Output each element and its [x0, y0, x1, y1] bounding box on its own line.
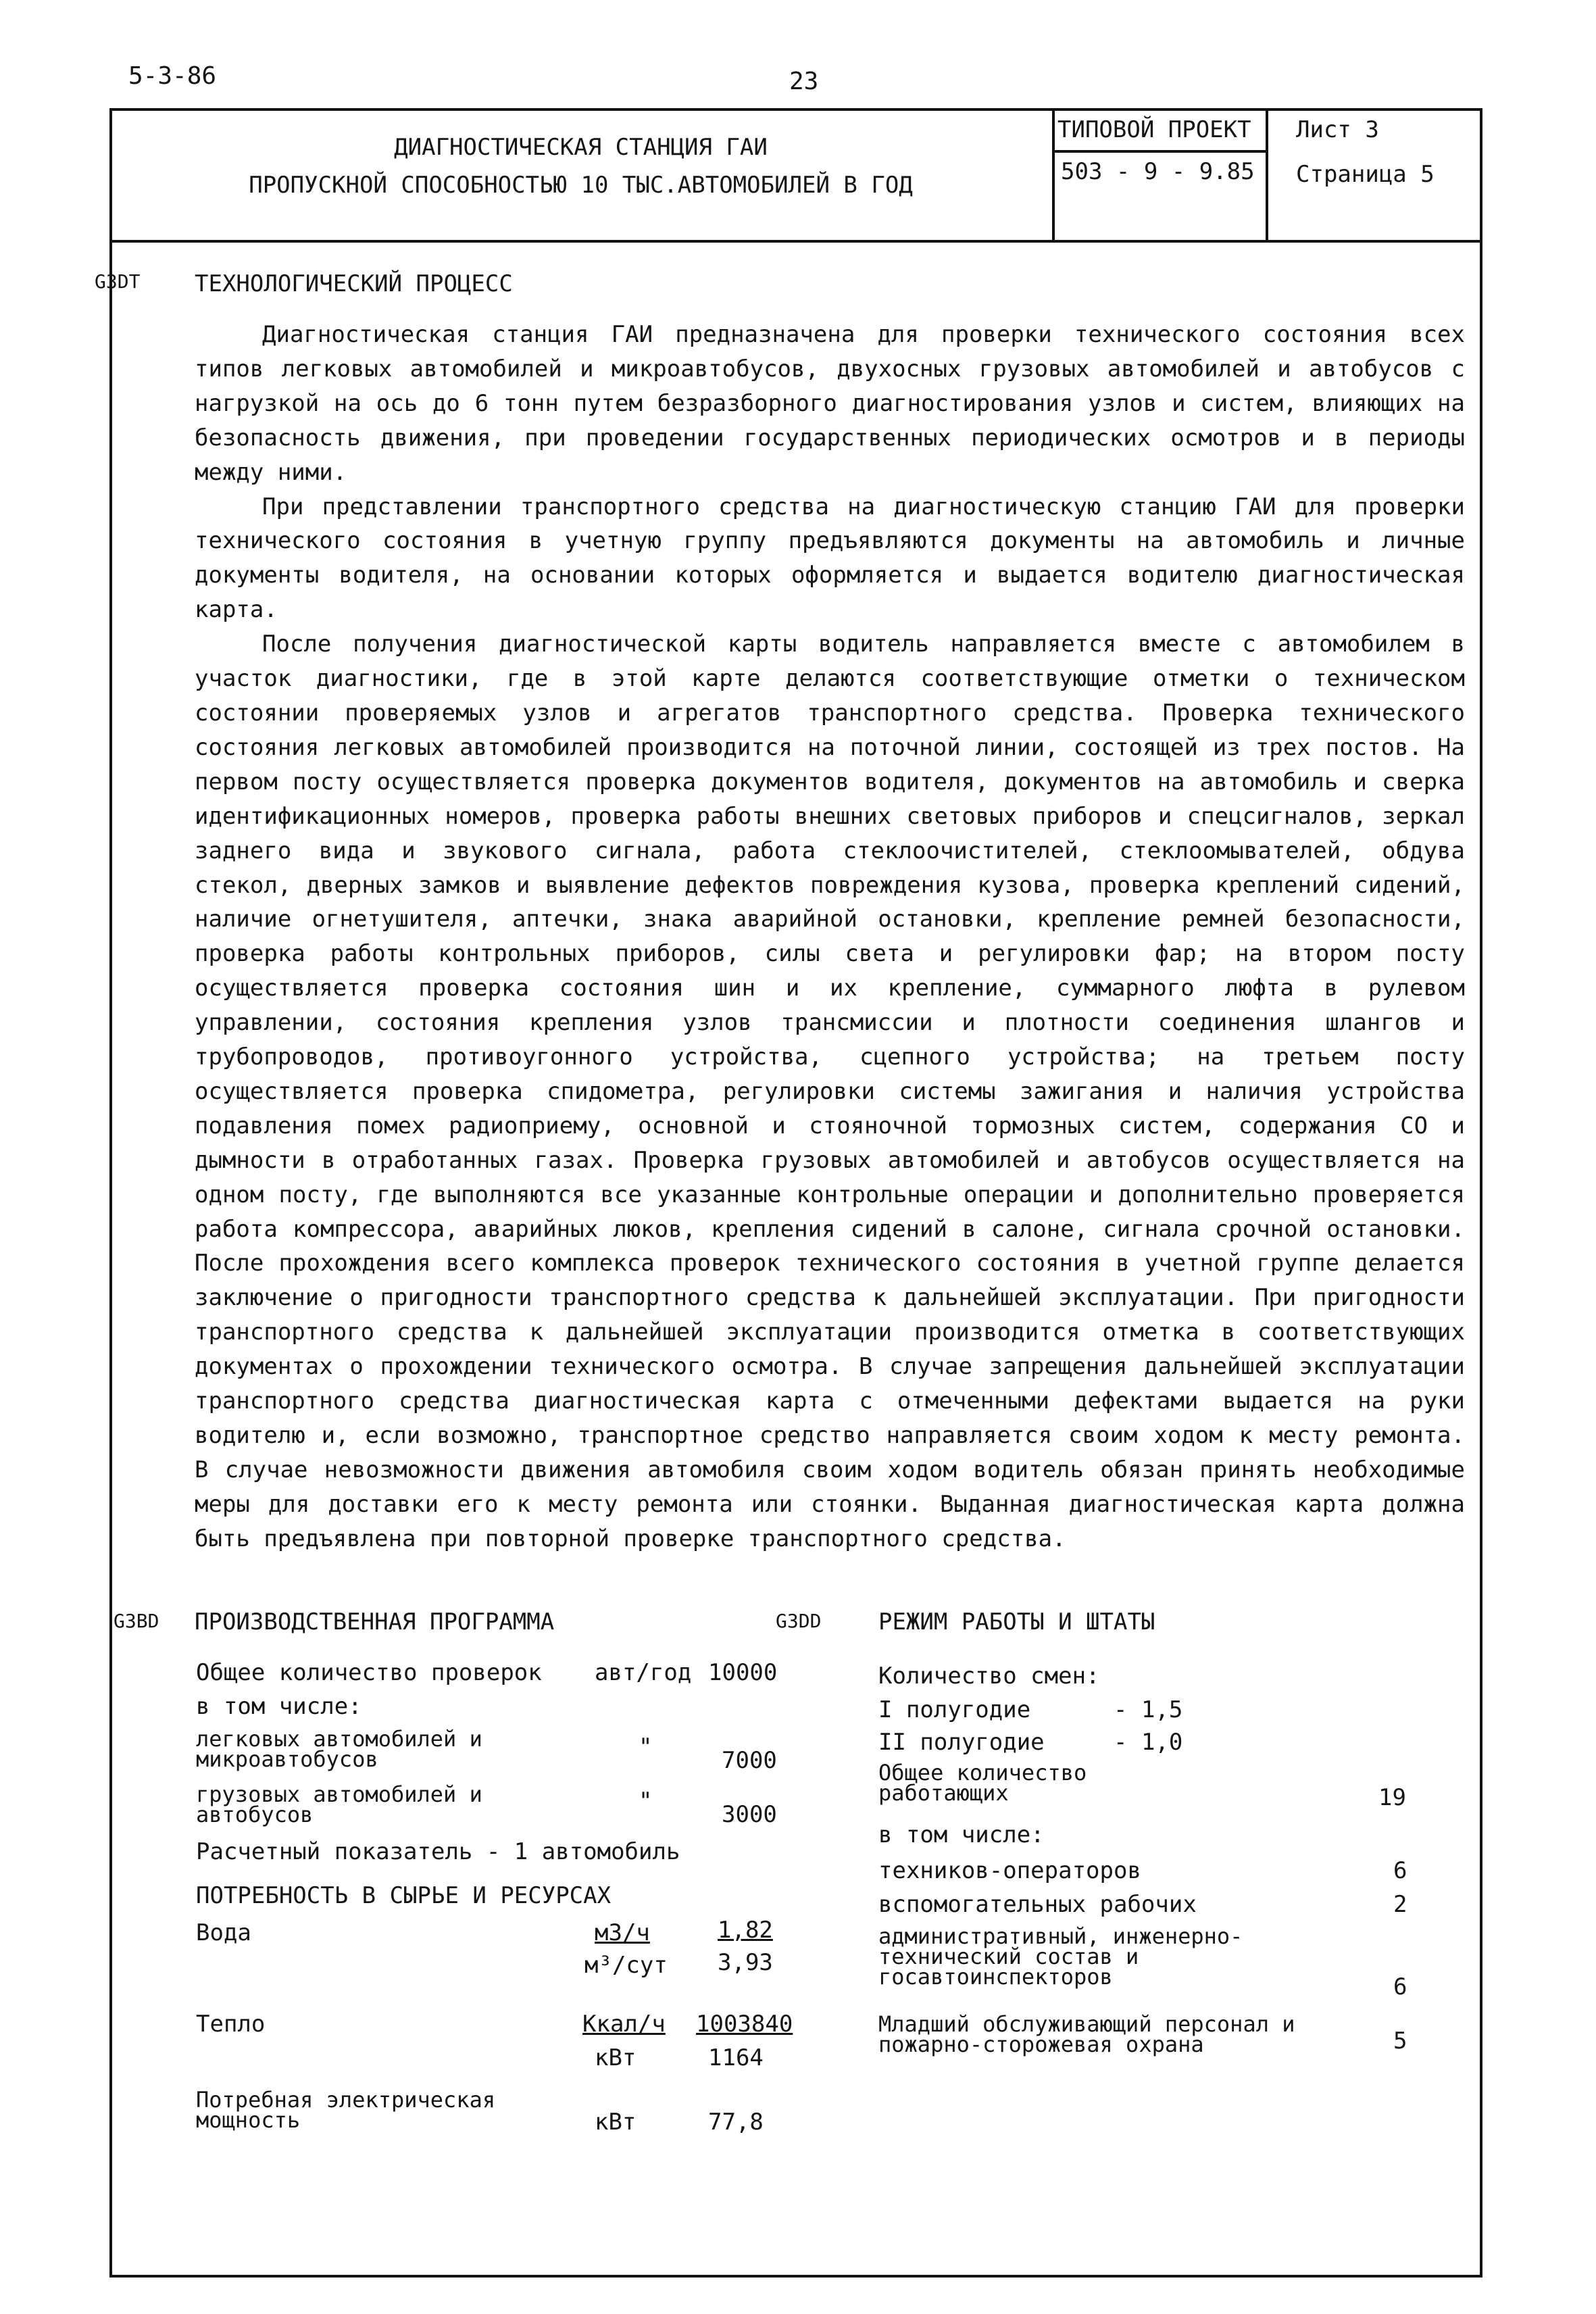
header-vline-1	[1052, 108, 1055, 242]
project-divider	[1052, 150, 1267, 153]
cars-value: 7000	[722, 1747, 777, 1774]
sheet-label: Лист 3	[1296, 116, 1379, 143]
shifts-label: Количество смен:	[878, 1663, 1100, 1690]
trucks-unit: "	[639, 1788, 653, 1815]
header-title-line1: ДИАГНОСТИЧЕСКАЯ СТАНЦИЯ ГАИ	[394, 134, 768, 161]
header-title-line2: ПРОПУСКНОЙ СПОСОБНОСТЬЮ 10 ТЫС.АВТОМОБИЛЕЙ В ГОД	[249, 172, 913, 199]
trucks-label: грузовых автомобилей и автобусов	[196, 1781, 482, 1827]
staff-row-4-label: Младший обслуживающий персонал и пожарно-сторожевая охрана	[878, 2011, 1295, 2057]
page-number: 23	[789, 68, 819, 95]
staff-row-2-value: 2	[1393, 1891, 1407, 1918]
half-year-2-label: II полугодие	[878, 1729, 1045, 1756]
program-incl: в том числе:	[196, 1693, 362, 1720]
staff-code: G3DD	[776, 1610, 822, 1632]
document-code: 5-3-86	[128, 62, 217, 90]
staff-row-3-label: административный, инженерно-технический состав и госавтоинспекторов	[878, 1923, 1243, 1990]
total-checks-value: 10000	[708, 1659, 778, 1686]
power-label: Потребная электрическая мощность	[196, 2087, 496, 2133]
calc-indicator: Расчетный показатель - 1 автомобиль	[196, 1838, 680, 1865]
paragraph-1: Диагностическая станция ГАИ предназначена для проверки технического состояния всех типов легковых автомобилей и микроавтобусов, двухосных грузовых автомобилей и автобусов с нагрузкой на ось до 6 тонн путем безразборного диагностирования узлов и систем, влияющих на безопасность движения, при проведении государственных периодических осмотров и в периоды между ними.	[195, 321, 1465, 486]
paragraph-3: После получения диагностической карты водитель направляется вместе с автомобилем в участок диагностики, где в этой карте делаются соответствующие отметки о техническом состоянии проверяемых узлов и агрегатов транспортного средства. Проверка технического состояния легковых автомобилей производится на поточной линии, состоящей из трех постов. На первом посту осуществляется проверка документов водителя, документов на автомобиль и сверка идентификационных номеров, проверка работы внешних световых приборов и спецсигналов, зеркал заднего вида и звукового сигнала, работа стеклоочистителей, стеклоомывателей, обдува стекол, дверных замков и выявление дефектов повреждения кузова, проверка креплений сидений, наличие огнетушителя, аптечки, знака аварийной остановки, крепление ремней безопасности, проверка работы контрольных приборов, силы света и регулировки фар; на втором посту осуществляется проверка состояния шин и их крепление, суммарного люфта в рулевом управлении, состояния крепления узлов трансмиссии и плотности соединения шлангов и трубопроводов, противоугонного устройства, сцепного устройства; на третьем посту осуществляется проверка спидометра, регулировки системы зажигания и наличия устройства подавления помех радиоприему, основной и стояночной тормозных систем, содержания СО и дымности в отработанных газах. Проверка грузовых автомобилей и автобусов осуществляется на одном посту, где выполняются все указанные контрольные операции и дополнительно проверяется работа компрессора, аварийных люков, крепления сидений в салоне, сигнала срочной остановки. После прохождения всего комплекса проверок технического состояния в учетной группе делается заключение о пригодности транспортного средства к дальнейшей эксплуатации. При пригодности транспортного средства к дальнейшей эксплуатации производится отметка в соответствующих документах о прохождении технического осмотра. В случае запрещения дальнейшей эксплуатации транспортного средства диагностическая карта с отмеченными дефектами выдается на руки водителю и, если возможно, транспортное средство направляется своим ходом к месту ремонта. В случае невозможности движения автомобиля своим ходом водитель обязан принять необходимые меры для доставки его к месту ремонта или стоянки. Выданная диагностическая карта должна быть предъявлена при повторной проверке транспортного средства.	[195, 631, 1465, 1552]
heat-unit-kcal: Ккал/ч	[582, 2011, 666, 2038]
page-label: Страница 5	[1296, 161, 1435, 188]
staff-total-value: 19	[1378, 1784, 1406, 1811]
half-year-1-label: I полугодие	[878, 1696, 1031, 1723]
staff-row-1-value: 6	[1393, 1857, 1407, 1884]
program-title: ПРОИЗВОДСТВЕННАЯ ПРОГРАММА	[195, 1608, 555, 1635]
cars-unit: "	[639, 1733, 653, 1761]
water-value-day: 3,93	[718, 1949, 773, 1976]
heat-unit-kw: кВт	[595, 2044, 637, 2071]
header-divider	[109, 240, 1482, 243]
header-vline-2	[1266, 108, 1268, 242]
program-code: G3BD	[114, 1610, 159, 1632]
water-unit-hour: м3/ч	[595, 1919, 650, 1946]
water-label: Вода	[196, 1919, 251, 1946]
half-year-2-value: - 1,0	[1114, 1729, 1183, 1756]
total-checks-label: Общее количество проверок	[196, 1659, 542, 1686]
power-unit: кВт	[595, 2109, 637, 2136]
paragraph-2: При представлении транспортного средства на диагностическую станцию ГАИ для проверки технического состояния в учетную группу предъявляются документы на автомобиль и личные документы водителя, на основании которых оформляется и выдается водителю диагностическая карта.	[195, 493, 1465, 624]
water-unit-day: м³/сут	[584, 1952, 668, 1979]
staff-row-2-label: вспомогательных рабочих	[878, 1891, 1197, 1918]
half-year-1-value: - 1,5	[1114, 1696, 1183, 1723]
staff-incl: в том числе:	[878, 1821, 1045, 1848]
staff-title: РЕЖИМ РАБОТЫ И ШТАТЫ	[878, 1608, 1155, 1635]
staff-row-3-value: 6	[1393, 1973, 1407, 2000]
heat-value-kcal: 1003840	[696, 2011, 793, 2038]
tech-process-text	[195, 318, 1465, 1556]
tech-process-code: G3DT	[95, 270, 141, 293]
staff-row-4-value: 5	[1393, 2027, 1407, 2054]
cars-label: легковых автомобилей и микроавтобусов	[196, 1726, 482, 1772]
water-value-hour: 1,82	[718, 1917, 773, 1944]
trucks-value: 3000	[722, 1801, 777, 1828]
power-value: 77,8	[708, 2109, 764, 2136]
staff-total-label: Общее количество работающих	[878, 1760, 1087, 1806]
header-title	[109, 128, 1052, 204]
tech-process-title: ТЕХНОЛОГИЧЕСКИЙ ПРОЦЕСС	[195, 270, 513, 297]
resources-title: ПОТРЕБНОСТЬ В СЫРЬЕ И РЕСУРСАХ	[196, 1882, 612, 1909]
staff-row-1-label: техников-операторов	[878, 1857, 1141, 1884]
heat-label: Тепло	[196, 2011, 266, 2038]
project-number: 503 - 9 - 9.85	[1061, 158, 1255, 185]
project-label: ТИПОВОЙ ПРОЕКТ	[1057, 116, 1251, 143]
total-checks-unit: авт/год	[595, 1659, 692, 1686]
heat-value-kw: 1164	[708, 2044, 764, 2071]
